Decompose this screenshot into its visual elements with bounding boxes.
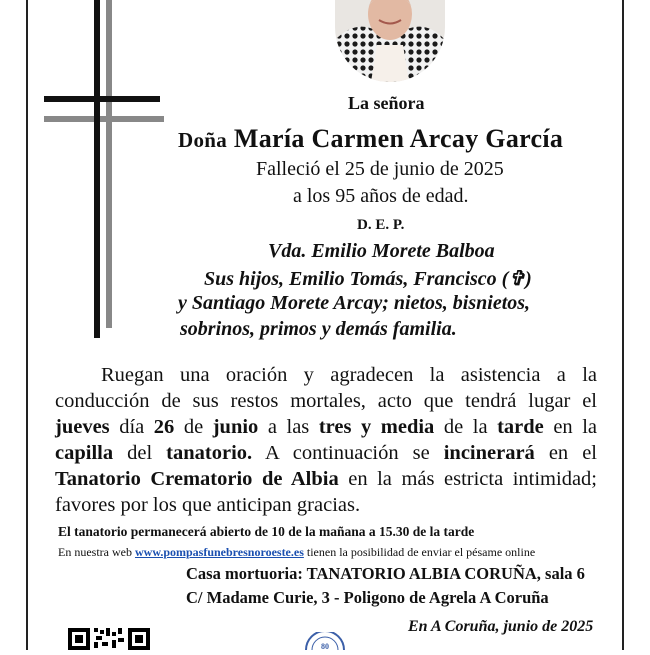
family-line-4: sobrinos, primos y demás familia. (180, 318, 457, 340)
death-date-text: Falleció el 25 de junio de 2025 (256, 158, 504, 180)
website-link[interactable]: www.pompasfunebresnoroeste.es (134, 545, 304, 559)
cross-vertical (94, 0, 100, 338)
deceased-name (178, 124, 563, 154)
web-notice: En nuestra web www.pompasfunebresnoroeste.es tienen la posibilidad de enviar el pésame online (58, 545, 536, 559)
age-text: a los 95 años de edad. (293, 185, 469, 207)
family-line-1: Vda. Emilio Morete Balboa (268, 240, 495, 262)
body-line-4: capilla del tanatorio. A continuación se incinerará en el (55, 442, 597, 464)
body-line-2: conducción de sus restos mortales, acto que tendrá lugar el (55, 390, 597, 412)
service-paragraph (55, 362, 597, 518)
body-line-6: favores por los que anticipan gracias. (55, 494, 361, 516)
body-line-1: Ruegan una oración y agradecen la asistencia a la (101, 364, 597, 386)
border-line-left (26, 0, 28, 650)
place-date-text: En A Coruña, junio de 2025 (408, 618, 594, 635)
name-text: María Carmen Arcay García (233, 124, 564, 153)
anniversary-seal (302, 632, 348, 650)
body-line-3: jueves día 26 de junio a las tres y media de la tarde en la (55, 416, 598, 438)
portrait-photo (335, 0, 445, 82)
hours-text: El tanatorio permanecerá abierto de 10 de la mañana a 15.30 de la tarde (58, 524, 475, 539)
address-text: C/ Madame Curie, 3 - Poligono de Agrela A Coruña (186, 588, 549, 607)
name-prefix: Doña (178, 128, 228, 152)
body-line-5: Tanatorio Crematorio de Albia en la más estricta intimidad; (55, 468, 597, 490)
border-line-right (622, 0, 624, 650)
seal-text: 80 (321, 642, 329, 650)
family-line-3: y Santiago Morete Arcay; nietos, bisnietos, (178, 292, 531, 314)
cross-shadow-vertical (106, 0, 112, 328)
cross-horizontal (44, 96, 160, 102)
intro-text: La señora (348, 93, 425, 113)
qr-code[interactable] (68, 628, 150, 650)
casa-mortuoria-text: Casa mortuoria: TANATORIO ALBIA CORUÑA, sala 6 (186, 564, 585, 583)
dep-text: D. E. P. (357, 217, 405, 233)
cross-shadow-horizontal (44, 116, 164, 122)
family-line-2: Sus hijos, Emilio Tomás, Francisco (✞) (204, 268, 532, 290)
